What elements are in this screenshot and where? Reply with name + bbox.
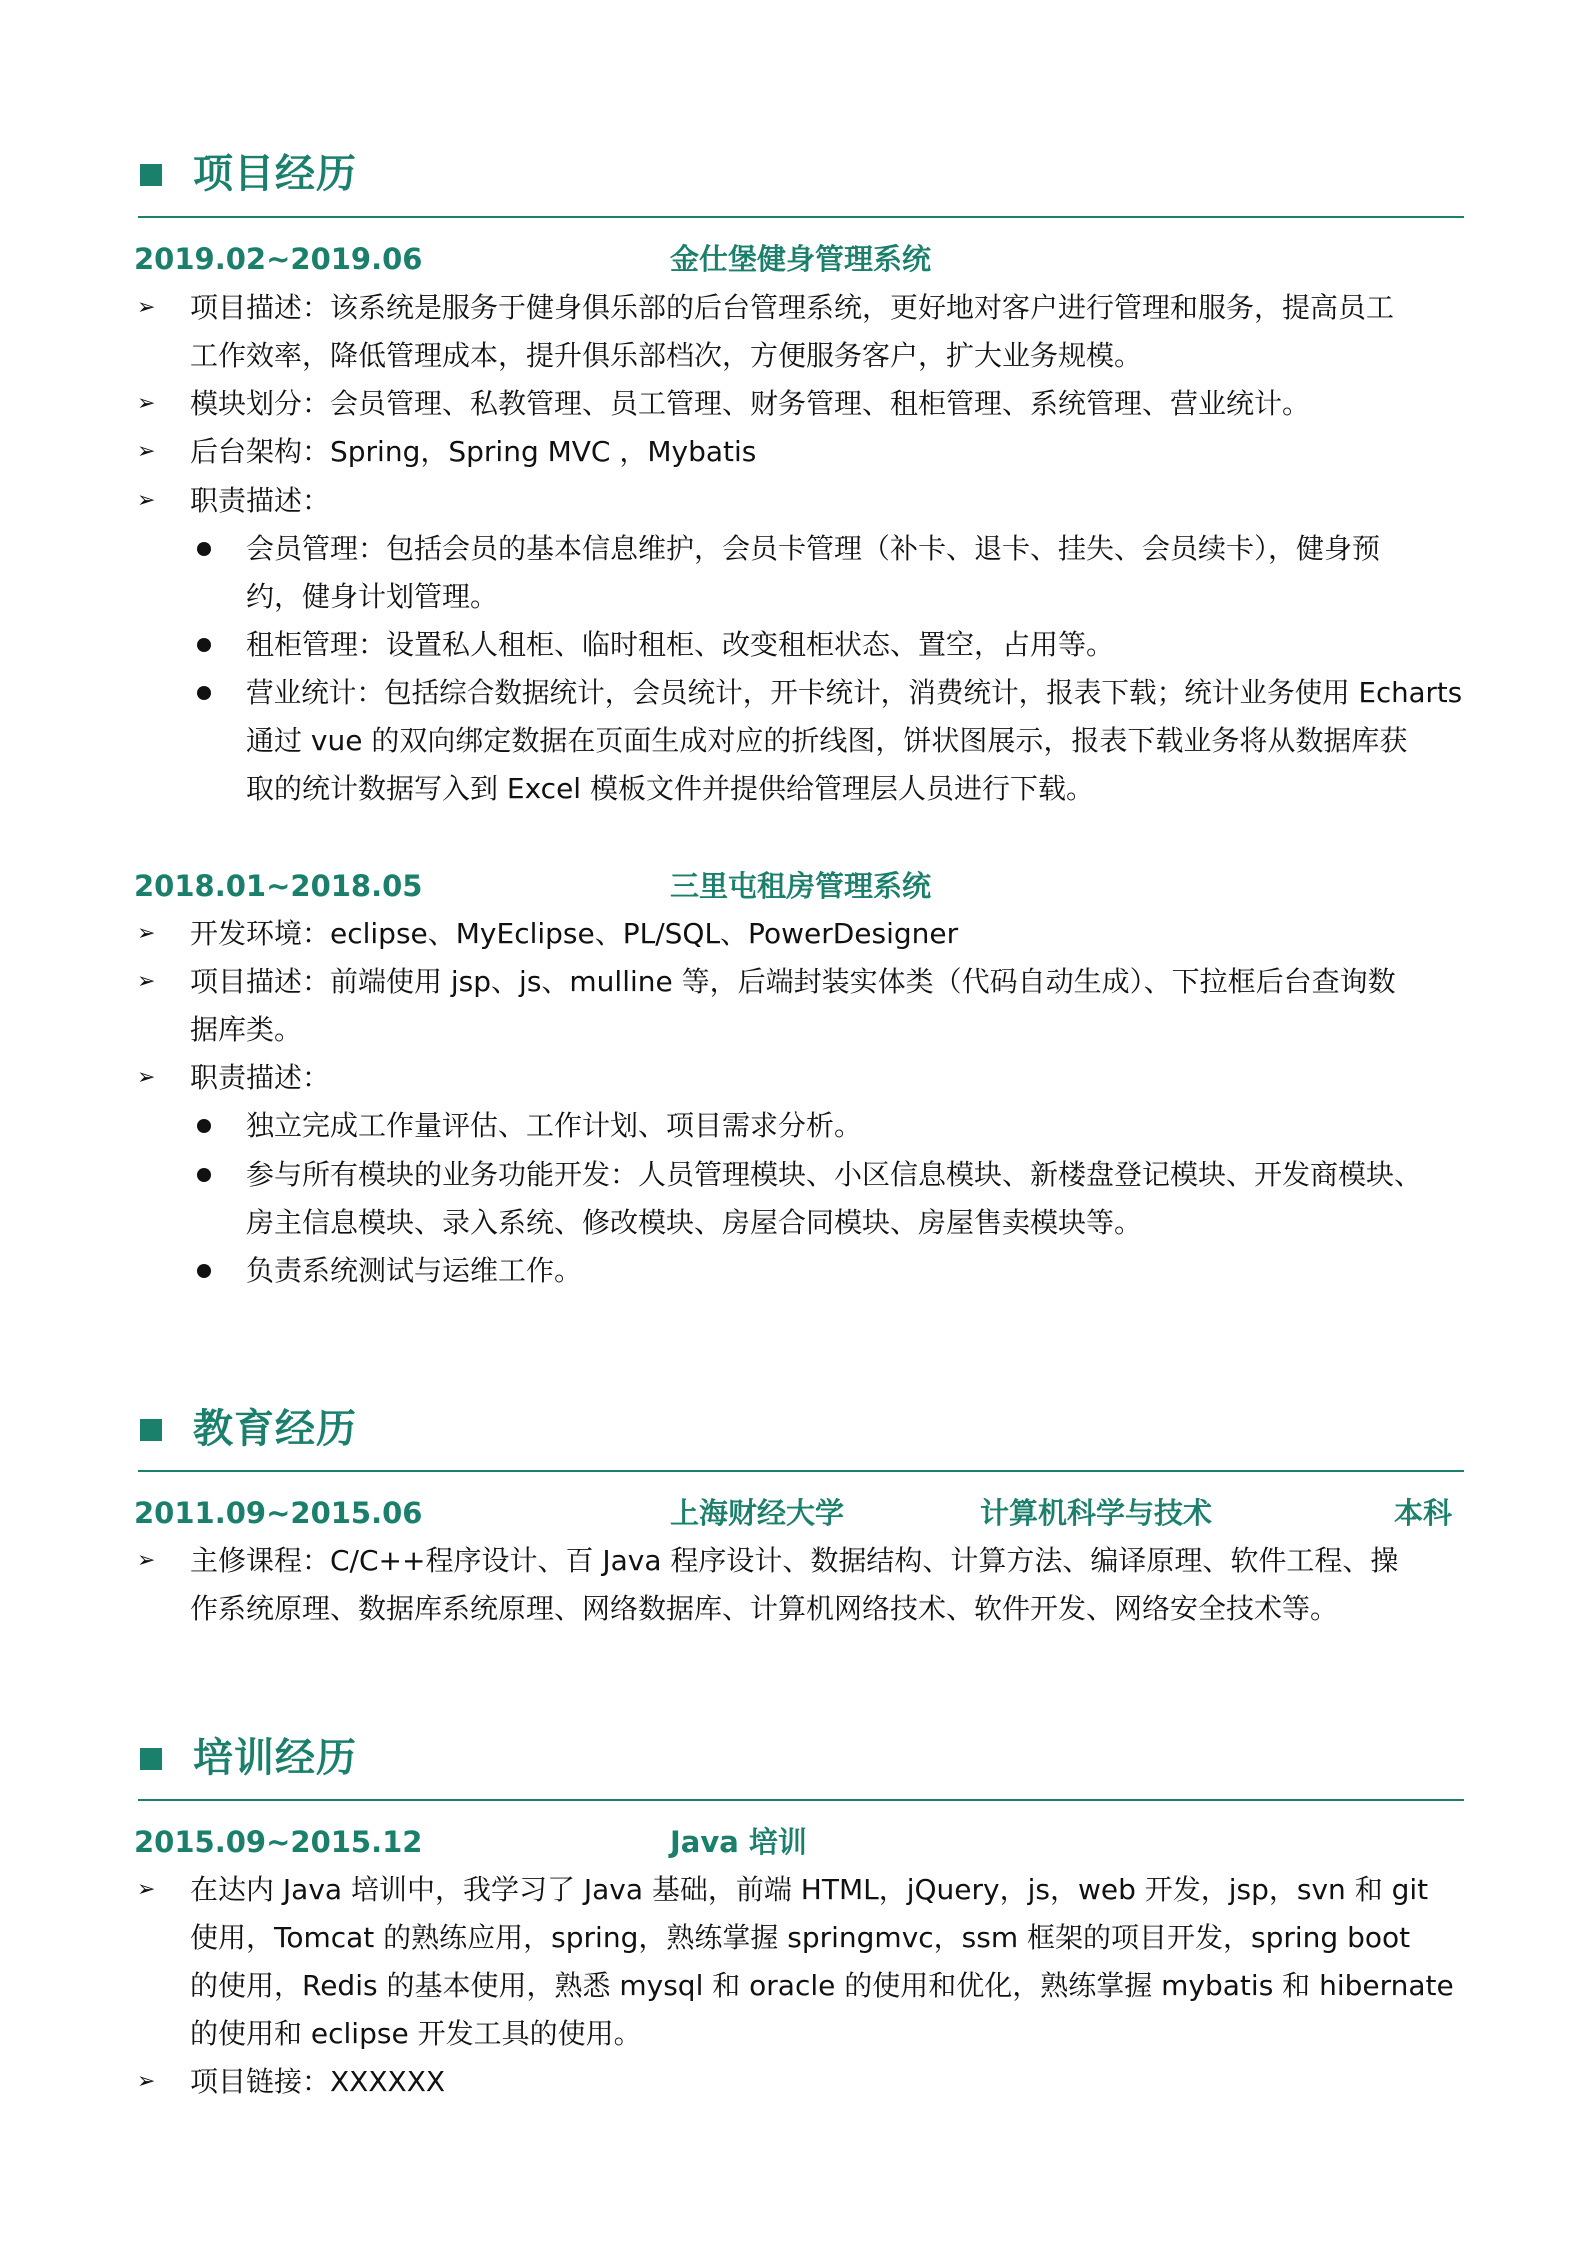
duty-line: 通过 vue 的双向绑定数据在页面生成对应的折线图，饼状图展示，报表下载业务将从数据库获	[246, 724, 1408, 757]
project-desc-line: 工作效率，降低管理成本，提升俱乐部档次，方便服务客户，扩大业务规模。	[190, 339, 1143, 372]
arrow-bullet-icon: ➢	[137, 439, 156, 464]
courses-line: 主修课程：C/C++程序设计、百 Java 程序设计、数据结构、计算方法、编译原理、软件工程、操	[190, 1544, 1399, 1577]
section-divider	[138, 1470, 1464, 1472]
section-title: 教育经历	[193, 1406, 357, 1452]
duty-line: 参与所有模块的业务功能开发：人员管理模块、小区信息模块、新楼盘登记模块、开发商模块、	[246, 1158, 1423, 1191]
project-desc-line: 项目描述：前端使用 jsp、js、mulline 等，后端封装实体类（代码自动生成）、下拉框后台查询数	[190, 965, 1396, 998]
arrow-bullet-icon: ➢	[137, 391, 156, 416]
education-entry-header	[134, 1493, 1464, 1533]
section-title: 项目经历	[193, 151, 357, 197]
project-duty-label: 职责描述：	[190, 1061, 331, 1094]
arrow-bullet-icon: ➢	[137, 2069, 156, 2094]
training-line: 的使用和 eclipse 开发工具的使用。	[190, 2017, 642, 2050]
section-title: 培训经历	[193, 1735, 357, 1781]
entry-project-name: 三里屯租房管理系统	[670, 869, 932, 903]
education-major: 计算机科学与技术	[980, 1496, 1213, 1530]
section-projects-header	[138, 143, 1464, 213]
arrow-bullet-icon: ➢	[137, 1877, 156, 1902]
duty-line: 独立完成工作量评估、工作计划、项目需求分析。	[246, 1109, 863, 1142]
project-arch-line: 后台架构：Spring，Spring MVC ，Mybatis	[190, 435, 757, 468]
section-education-header	[138, 1398, 1464, 1468]
project-entry-header	[134, 239, 1464, 279]
duty-line: 取的统计数据写入到 Excel 模板文件并提供给管理层人员进行下载。	[246, 772, 1094, 805]
dot-bullet-icon	[197, 625, 213, 665]
arrow-bullet-icon: ➢	[137, 969, 156, 994]
education-degree: 本科	[1394, 1496, 1453, 1530]
arrow-bullet-icon: ➢	[137, 1065, 156, 1090]
training-line: 的使用，Redis 的基本使用，熟悉 mysql 和 oracle 的使用和优化，熟练掌握 mybatis 和 hibernate	[190, 1969, 1454, 2002]
arrow-bullet-icon: ➢	[137, 295, 156, 320]
arrow-bullet-icon: ➢	[137, 488, 156, 513]
arrow-bullet-icon: ➢	[137, 1548, 156, 1573]
duty-line: 会员管理：包括会员的基本信息维护，会员卡管理（补卡、退卡、挂失、会员续卡），健身预	[246, 532, 1381, 565]
section-divider	[138, 1799, 1464, 1801]
arrow-bullet-icon: ➢	[137, 921, 156, 946]
section-square-icon	[140, 164, 162, 186]
duty-line: 负责系统测试与运维工作。	[246, 1254, 583, 1287]
training-name: Java 培训	[670, 1825, 807, 1859]
project-link-line: 项目链接：XXXXXX	[190, 2065, 446, 2098]
project-modules-line: 模块划分：会员管理、私教管理、员工管理、财务管理、租柜管理、系统管理、营业统计。	[190, 387, 1311, 420]
training-line: 在达内 Java 培训中，我学习了 Java 基础，前端 HTML，jQuery，js，web 开发，jsp，svn 和 git	[190, 1873, 1429, 1906]
duty-line: 营业统计：包括综合数据统计，会员统计，开卡统计，消费统计，报表下载；统计业务使用 Echarts	[246, 676, 1463, 709]
duty-line: 约，健身计划管理。	[246, 580, 499, 613]
section-square-icon	[140, 1419, 162, 1441]
training-entry-header	[134, 1822, 1464, 1862]
dot-bullet-icon	[197, 673, 213, 713]
project-env-line: 开发环境：eclipse、MyEclipse、PL/SQL、PowerDesigner	[190, 917, 959, 950]
project-desc-line: 项目描述：该系统是服务于健身俱乐部的后台管理系统，更好地对客户进行管理和服务，提高员工	[190, 291, 1395, 324]
duty-line: 房主信息模块、录入系统、修改模块、房屋合同模块、房屋售卖模块等。	[246, 1206, 1143, 1239]
entry-date: 2011.09~2015.06	[134, 1496, 423, 1530]
entry-date: 2018.01~2018.05	[134, 869, 423, 903]
project-entry-header	[134, 866, 1464, 906]
courses-line: 作系统原理、数据库系统原理、网络数据库、计算机网络技术、软件开发、网络安全技术等。	[190, 1592, 1339, 1625]
entry-date: 2015.09~2015.12	[134, 1825, 423, 1859]
education-school: 上海财经大学	[670, 1496, 845, 1530]
entry-project-name: 金仕堡健身管理系统	[670, 242, 932, 276]
project-duty-label: 职责描述：	[190, 484, 331, 517]
dot-bullet-icon	[197, 529, 213, 569]
dot-bullet-icon	[197, 1155, 213, 1195]
section-training-header	[138, 1727, 1464, 1797]
dot-bullet-icon	[197, 1251, 213, 1291]
project-desc-line: 据库类。	[190, 1013, 303, 1046]
section-divider	[138, 216, 1464, 218]
dot-bullet-icon	[197, 1106, 213, 1146]
duty-line: 租柜管理：设置私人租柜、临时租柜、改变租柜状态、置空，占用等。	[246, 628, 1115, 661]
training-line: 使用，Tomcat 的熟练应用，spring，熟练掌握 springmvc，ssm 框架的项目开发，spring boot	[190, 1921, 1411, 1954]
section-square-icon	[140, 1748, 162, 1770]
entry-date: 2019.02~2019.06	[134, 242, 423, 276]
